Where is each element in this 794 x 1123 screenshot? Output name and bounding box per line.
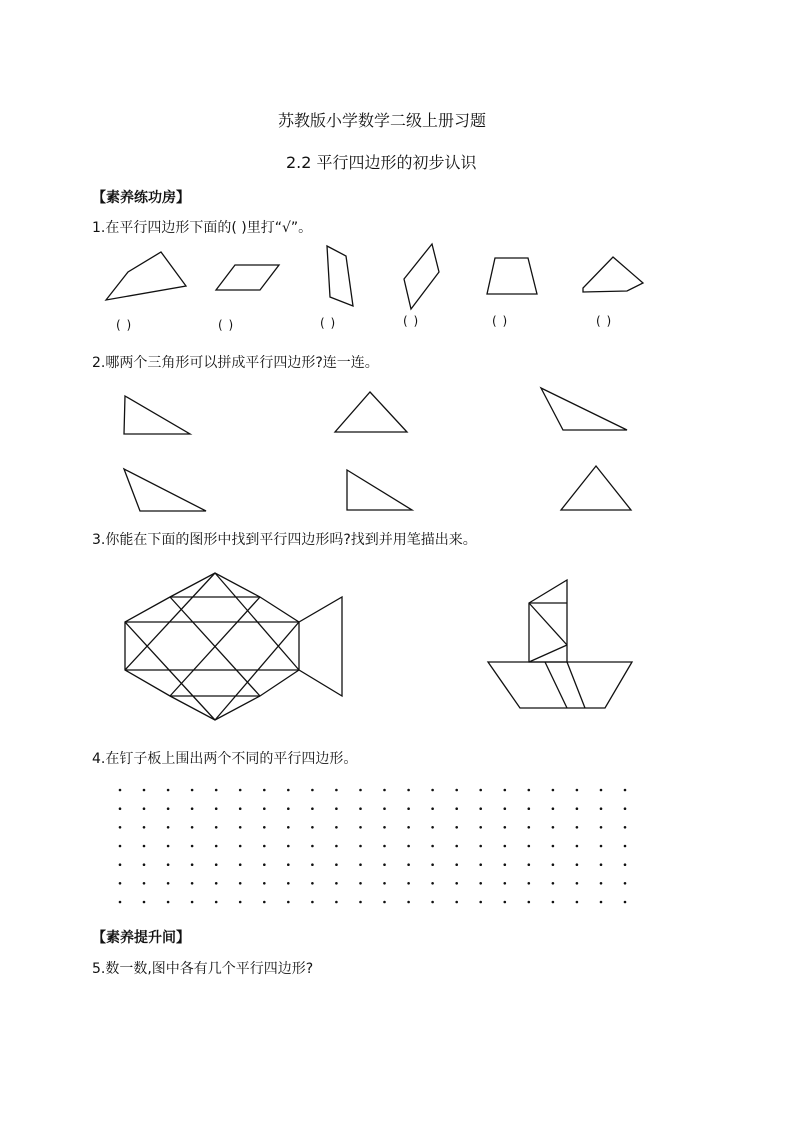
peg-dot[interactable]	[287, 789, 290, 792]
peg-dot[interactable]	[431, 882, 434, 885]
peg-dot[interactable]	[624, 789, 627, 792]
q2-triangle-3	[541, 388, 627, 430]
peg-dot[interactable]	[576, 826, 579, 829]
peg-dot[interactable]	[624, 863, 627, 866]
peg-dot[interactable]	[552, 807, 555, 810]
peg-dot[interactable]	[479, 789, 482, 792]
peg-dot[interactable]	[311, 901, 314, 904]
peg-dot[interactable]	[263, 845, 266, 848]
peg-dot[interactable]	[383, 901, 386, 904]
peg-dot[interactable]	[119, 807, 122, 810]
peg-dot[interactable]	[263, 863, 266, 866]
peg-dot[interactable]	[600, 807, 603, 810]
peg-dot[interactable]	[167, 845, 170, 848]
q1-shape-parallelogram	[216, 265, 279, 290]
peg-dot[interactable]	[287, 845, 290, 848]
peg-dot[interactable]	[191, 882, 194, 885]
q2-triangle-5	[347, 470, 412, 510]
peg-dot[interactable]	[504, 789, 507, 792]
answer-paren-6[interactable]: ( )	[596, 314, 613, 328]
peg-dot[interactable]	[335, 845, 338, 848]
peg-dot[interactable]	[143, 863, 146, 866]
peg-dot[interactable]	[287, 826, 290, 829]
q3-fish-figure	[125, 573, 342, 720]
peg-dot[interactable]	[287, 901, 290, 904]
peg-dot[interactable]	[335, 863, 338, 866]
peg-dot[interactable]	[431, 826, 434, 829]
peg-dot[interactable]	[552, 845, 555, 848]
peg-dot[interactable]	[359, 901, 362, 904]
peg-dot[interactable]	[407, 863, 410, 866]
peg-dot[interactable]	[479, 863, 482, 866]
q2-triangle-1	[124, 396, 190, 434]
q4-peg-board[interactable]	[119, 789, 627, 904]
peg-dot[interactable]	[600, 901, 603, 904]
peg-dot[interactable]	[455, 901, 458, 904]
peg-dot[interactable]	[215, 807, 218, 810]
peg-dot[interactable]	[215, 882, 218, 885]
peg-dot[interactable]	[239, 845, 242, 848]
peg-dot[interactable]	[167, 789, 170, 792]
peg-dot[interactable]	[167, 882, 170, 885]
peg-dot[interactable]	[119, 845, 122, 848]
peg-dot[interactable]	[407, 845, 410, 848]
answer-paren-2[interactable]: ( )	[218, 318, 235, 332]
peg-dot[interactable]	[600, 863, 603, 866]
peg-dot[interactable]	[191, 845, 194, 848]
peg-dot[interactable]	[576, 845, 579, 848]
peg-dot[interactable]	[479, 882, 482, 885]
peg-dot[interactable]	[239, 882, 242, 885]
peg-dot[interactable]	[455, 826, 458, 829]
peg-dot[interactable]	[576, 789, 579, 792]
peg-dot[interactable]	[239, 901, 242, 904]
peg-dot[interactable]	[504, 882, 507, 885]
q1-shape-quadrilateral	[106, 252, 186, 300]
peg-dot[interactable]	[119, 863, 122, 866]
peg-dot[interactable]	[239, 863, 242, 866]
peg-dot[interactable]	[263, 826, 266, 829]
question-4: 4.在钉子板上围出两个不同的平行四边形。	[92, 751, 358, 767]
peg-dot[interactable]	[143, 807, 146, 810]
peg-dot[interactable]	[335, 789, 338, 792]
section-heading-practice: 【素养练功房】	[92, 190, 190, 206]
peg-dot[interactable]	[431, 807, 434, 810]
peg-dot[interactable]	[407, 807, 410, 810]
peg-dot[interactable]	[600, 882, 603, 885]
peg-dot[interactable]	[143, 882, 146, 885]
peg-dot[interactable]	[239, 807, 242, 810]
peg-dot[interactable]	[215, 789, 218, 792]
peg-dot[interactable]	[263, 807, 266, 810]
peg-dot[interactable]	[359, 882, 362, 885]
peg-dot[interactable]	[528, 863, 531, 866]
peg-dot[interactable]	[383, 807, 386, 810]
peg-dot[interactable]	[263, 901, 266, 904]
peg-dot[interactable]	[167, 826, 170, 829]
peg-dot[interactable]	[359, 826, 362, 829]
peg-dot[interactable]	[191, 789, 194, 792]
q1-shape-trapezoid	[487, 258, 537, 294]
peg-dot[interactable]	[479, 845, 482, 848]
q2-triangle-6	[561, 466, 631, 510]
peg-dot[interactable]	[191, 807, 194, 810]
peg-dot[interactable]	[504, 807, 507, 810]
peg-dot[interactable]	[119, 901, 122, 904]
peg-dot[interactable]	[143, 826, 146, 829]
question-2: 2.哪两个三角形可以拼成平行四边形?连一连。	[92, 355, 379, 371]
peg-dot[interactable]	[504, 863, 507, 866]
peg-dot[interactable]	[263, 882, 266, 885]
peg-dot[interactable]	[600, 826, 603, 829]
peg-dot[interactable]	[191, 901, 194, 904]
peg-dot[interactable]	[528, 807, 531, 810]
peg-dot[interactable]	[479, 807, 482, 810]
peg-dot[interactable]	[624, 901, 627, 904]
peg-dot[interactable]	[287, 882, 290, 885]
peg-dot[interactable]	[167, 901, 170, 904]
peg-dot[interactable]	[504, 845, 507, 848]
peg-dot[interactable]	[359, 863, 362, 866]
peg-dot[interactable]	[335, 807, 338, 810]
peg-dot[interactable]	[431, 901, 434, 904]
peg-dot[interactable]	[600, 789, 603, 792]
peg-dot[interactable]	[383, 845, 386, 848]
peg-dot[interactable]	[359, 807, 362, 810]
peg-dot[interactable]	[143, 789, 146, 792]
peg-dot[interactable]	[215, 845, 218, 848]
peg-dot[interactable]	[624, 826, 627, 829]
peg-dot[interactable]	[431, 789, 434, 792]
section-heading-advanced: 【素养提升间】	[92, 930, 190, 946]
peg-dot[interactable]	[335, 901, 338, 904]
peg-dot[interactable]	[119, 789, 122, 792]
peg-dot[interactable]	[552, 901, 555, 904]
peg-dot[interactable]	[311, 863, 314, 866]
peg-dot[interactable]	[624, 845, 627, 848]
peg-dot[interactable]	[407, 901, 410, 904]
peg-dot[interactable]	[528, 845, 531, 848]
peg-dot[interactable]	[311, 789, 314, 792]
peg-dot[interactable]	[455, 789, 458, 792]
peg-dot[interactable]	[576, 882, 579, 885]
peg-dot[interactable]	[576, 807, 579, 810]
peg-dot[interactable]	[191, 826, 194, 829]
peg-dot[interactable]	[504, 826, 507, 829]
peg-dot[interactable]	[215, 901, 218, 904]
peg-dot[interactable]	[383, 882, 386, 885]
page-title: 苏教版小学数学二级上册习题	[278, 111, 487, 130]
peg-dot[interactable]	[311, 845, 314, 848]
peg-dot[interactable]	[383, 789, 386, 792]
peg-dot[interactable]	[624, 882, 627, 885]
peg-dot[interactable]	[191, 863, 194, 866]
peg-dot[interactable]	[119, 882, 122, 885]
peg-dot[interactable]	[552, 826, 555, 829]
q3-boat-figure	[488, 580, 632, 708]
peg-dot[interactable]	[431, 863, 434, 866]
answer-paren-3[interactable]: ( )	[320, 316, 337, 330]
peg-dot[interactable]	[383, 863, 386, 866]
peg-dot[interactable]	[239, 789, 242, 792]
peg-dot[interactable]	[528, 789, 531, 792]
peg-dot[interactable]	[119, 826, 122, 829]
peg-dot[interactable]	[455, 807, 458, 810]
peg-dot[interactable]	[287, 807, 290, 810]
peg-dot[interactable]	[263, 789, 266, 792]
peg-dot[interactable]	[576, 863, 579, 866]
peg-dot[interactable]	[552, 789, 555, 792]
peg-dot[interactable]	[528, 882, 531, 885]
peg-dot[interactable]	[407, 789, 410, 792]
peg-dot[interactable]	[552, 882, 555, 885]
peg-dot[interactable]	[287, 863, 290, 866]
peg-dot[interactable]	[407, 826, 410, 829]
q2-triangle-2	[335, 392, 407, 432]
peg-dot[interactable]	[335, 882, 338, 885]
answer-paren-1[interactable]: ( )	[116, 318, 133, 332]
answer-paren-4[interactable]: ( )	[403, 314, 420, 328]
peg-dot[interactable]	[311, 826, 314, 829]
peg-dot[interactable]	[383, 826, 386, 829]
peg-dot[interactable]	[600, 845, 603, 848]
question-5: 5.数一数,图中各有几个平行四边形?	[92, 961, 314, 977]
peg-dot[interactable]	[239, 826, 242, 829]
peg-dot[interactable]	[455, 882, 458, 885]
peg-dot[interactable]	[215, 826, 218, 829]
peg-dot[interactable]	[479, 901, 482, 904]
peg-dot[interactable]	[528, 901, 531, 904]
peg-dot[interactable]	[215, 863, 218, 866]
peg-dot[interactable]	[624, 807, 627, 810]
peg-dot[interactable]	[504, 901, 507, 904]
peg-dot[interactable]	[552, 863, 555, 866]
peg-dot[interactable]	[431, 845, 434, 848]
peg-dot[interactable]	[143, 901, 146, 904]
peg-dot[interactable]	[143, 845, 146, 848]
question-3: 3.你能在下面的图形中找到平行四边形吗?找到并用笔描出来。	[92, 532, 477, 548]
q2-triangle-4	[124, 469, 206, 511]
peg-dot[interactable]	[311, 882, 314, 885]
answer-paren-5[interactable]: ( )	[492, 314, 509, 328]
peg-dot[interactable]	[167, 863, 170, 866]
peg-dot[interactable]	[479, 826, 482, 829]
peg-dot[interactable]	[359, 845, 362, 848]
peg-dot[interactable]	[167, 807, 170, 810]
peg-dot[interactable]	[576, 901, 579, 904]
q1-shape-rhombus	[404, 244, 439, 309]
q1-shape-tall-parallelogram	[327, 246, 353, 306]
lesson-subtitle: 2.2 平行四边形的初步认识	[286, 153, 477, 172]
peg-dot[interactable]	[335, 826, 338, 829]
peg-dot[interactable]	[455, 845, 458, 848]
peg-dot[interactable]	[528, 826, 531, 829]
peg-dot[interactable]	[407, 882, 410, 885]
question-1: 1.在平行四边形下面的( )里打“√”。	[92, 220, 313, 236]
peg-dot[interactable]	[455, 863, 458, 866]
peg-dot[interactable]	[311, 807, 314, 810]
q1-shape-pentagon	[583, 257, 643, 292]
peg-dot[interactable]	[359, 789, 362, 792]
